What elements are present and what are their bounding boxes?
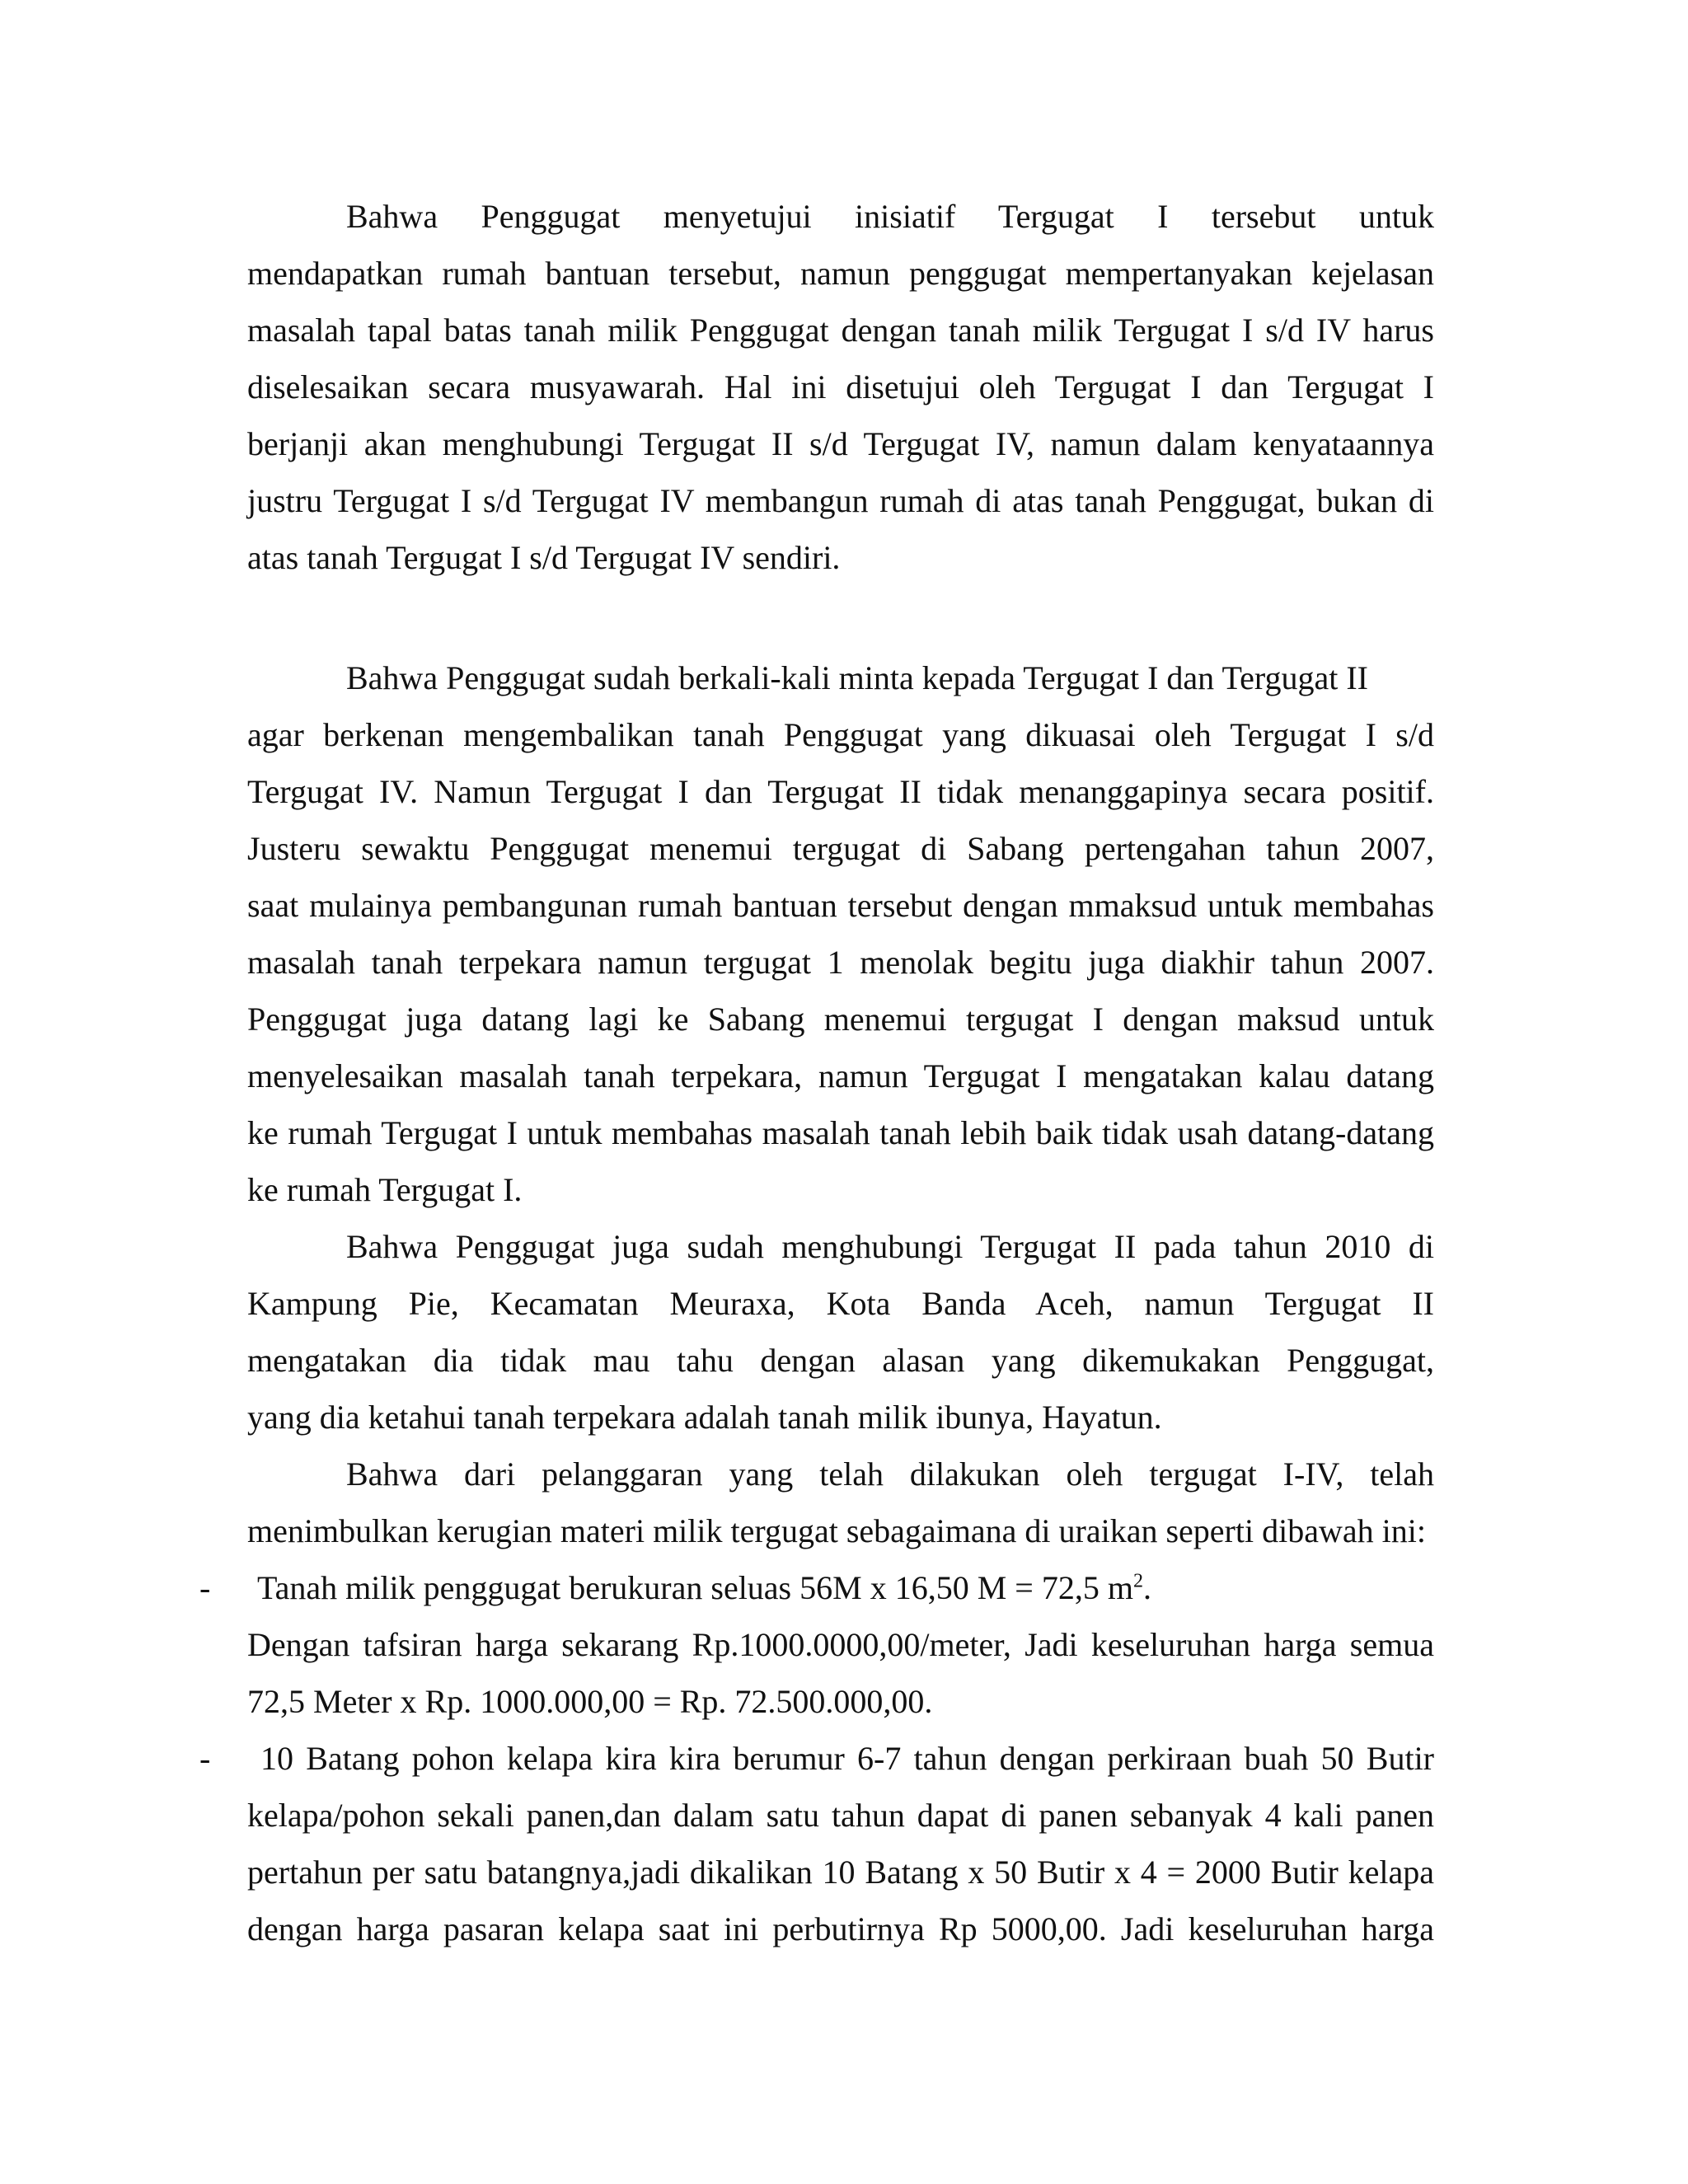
text-line: diselesaikan secara musyawarah. Hal ini disetujui oleh Tergugat I dan Tergugat I (247, 368, 1434, 405)
list-item-first-line (199, 1730, 1434, 1787)
text-line: kelapa/pohon sekali panen,dan dalam satu tahun dapat di panen sebanyak 4 kali panen (247, 1797, 1434, 1834)
text-line: masalah tapal batas tanah milik Penggugat dengan tanah milik Tergugat I s/d IV harus (247, 312, 1434, 349)
text-line: pertahun per satu batangnya,jadi dikalikan 10 Batang x 50 Butir x 4 = 2000 Butir kelapa (247, 1854, 1434, 1891)
text-run: . (1142, 1569, 1151, 1606)
list-item-land (199, 1559, 1434, 1730)
text-line: 10 Batang pohon kelapa kira kira berumur 6-7 tahun dengan perkiraan buah 50 Butir (260, 1740, 1434, 1777)
text-line: agar berkenan mengembalikan tanah Penggugat yang dikuasai oleh Tergugat I s/d (247, 716, 1434, 753)
superscript: 2 (1132, 1570, 1143, 1592)
text-line: atas tanah Tergugat I s/d Tergugat IV sendiri. (247, 539, 841, 576)
text-line: Dengan tafsiran harga sekarang Rp.1000.0000,00/meter, Jadi keseluruhan harga semua (247, 1626, 1434, 1663)
text-line: 72,5 Meter x Rp. 1000.000,00 = Rp. 72.500.000,00. (247, 1683, 933, 1720)
text-line: masalah tanah terpekara namun tergugat 1 menolak begitu juga diakhir tahun 2007. (247, 944, 1434, 981)
paragraph-3 (247, 1218, 1434, 1446)
text-line: saat mulainya pembangunan rumah bantuan tersebut dengan mmaksud untuk membahas (247, 887, 1434, 924)
paragraph-1 (247, 188, 1434, 586)
text-line: mengatakan dia tidak mau tahu dengan alasan yang dikemukakan Penggugat, (247, 1342, 1434, 1379)
list-dash: - (199, 1569, 211, 1606)
text-line: Penggugat juga datang lagi ke Sabang menemui tergugat I dengan maksud untuk (247, 1001, 1434, 1038)
text-line: Bahwa Penggugat juga sudah menghubungi Tergugat II pada tahun 2010 di (346, 1228, 1434, 1265)
text-line: Tergugat IV. Namun Tergugat I dan Tergugat II tidak menanggapinya secara positif. (247, 773, 1434, 810)
text-line: Bahwa Penggugat menyetujui inisiatif Tergugat I tersebut untuk (346, 198, 1434, 235)
text-line: justru Tergugat I s/d Tergugat IV membangun rumah di atas tanah Penggugat, bukan di (247, 482, 1434, 519)
text-line: Bahwa dari pelanggaran yang telah dilakukan oleh tergugat I-IV, telah (346, 1455, 1434, 1493)
list-dash: - (199, 1740, 211, 1777)
text-line: dengan harga pasaran kelapa saat ini perbutirnya Rp 5000,00. Jadi keseluruhan harga (247, 1910, 1434, 1947)
list-item-first-line (199, 1559, 1434, 1616)
list-item-coconut (199, 1730, 1434, 1957)
text-line: Justeru sewaktu Penggugat menemui tergugat di Sabang pertengahan tahun 2007, (247, 830, 1434, 867)
text-line: menyelesaikan masalah tanah terpekara, namun Tergugat I mengatakan kalau datang (247, 1057, 1434, 1094)
text-line: ke rumah Tergugat I untuk membahas masalah tanah lebih baik tidak usah datang-datang (247, 1114, 1434, 1151)
text-line: ke rumah Tergugat I. (247, 1171, 523, 1208)
text-line: Bahwa Penggugat sudah berkali-kali minta kepada Tergugat I dan Tergugat II (346, 659, 1368, 696)
text-line: mendapatkan rumah bantuan tersebut, namun penggugat mempertanyakan kejelasan (247, 255, 1434, 292)
paragraph-4 (247, 1446, 1434, 1559)
text-line: berjanji akan menghubungi Tergugat II s/d Tergugat IV, namun dalam kenyataannya (247, 425, 1434, 462)
text-line: Kampung Pie, Kecamatan Meuraxa, Kota Banda Aceh, namun Tergugat II (247, 1285, 1434, 1322)
paragraph-2 (247, 649, 1434, 1218)
text-line: menimbulkan kerugian materi milik tergugat sebagaimana di uraikan seperti dibawah ini: (247, 1512, 1426, 1549)
text-run: Tanah milik penggugat berukuran seluas 56M x 16,50 M = 72,5 m (257, 1569, 1133, 1606)
text-line: yang dia ketahui tanah terpekara adalah tanah milik ibunya, Hayatun. (247, 1399, 1162, 1436)
text-line (247, 1559, 1434, 1616)
